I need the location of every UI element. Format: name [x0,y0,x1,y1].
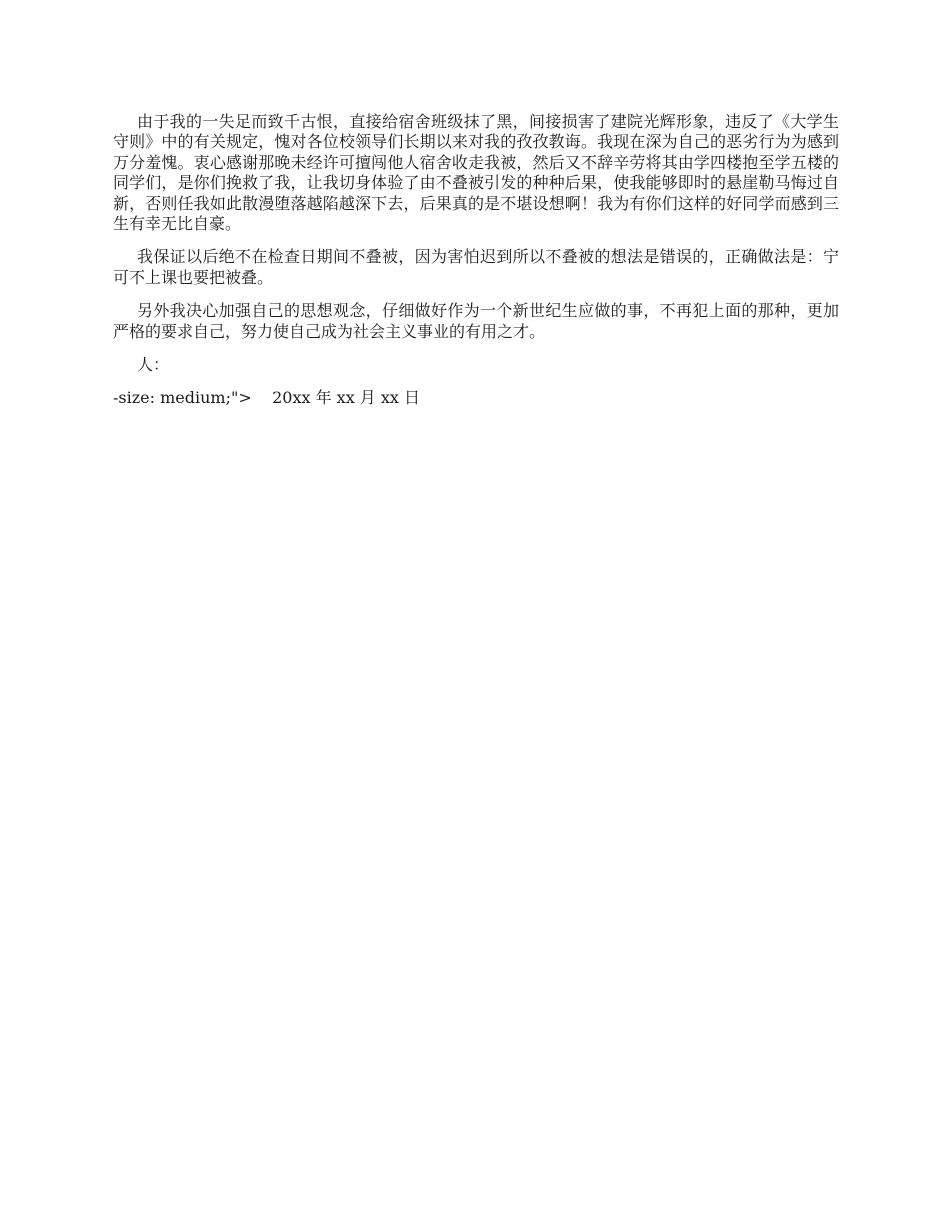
signature-label: 人： [137,355,170,375]
paragraph-resolution: 另外我决心加强自己的思想观念，仔细做好作为一个新世纪生应做的事，不再犯上面的那种，更加严格的要求自己，努力使自己成为社会主义事业的有用之才。 [113,301,839,341]
date-line-text: -size: medium;"> 20xx 年 xx 月 xx 日 [113,388,421,408]
date-line [113,388,839,408]
paragraph-promise: 我保证以后绝不在检查日期间不叠被，因为害怕迟到所以不叠被的想法是错误的，正确做法是：宁可不上课也要把被叠。 [113,247,839,287]
document-body [113,112,839,422]
paragraph-apology: 由于我的一失足而致千古恨，直接给宿舍班级抹了黑，间接损害了建院光辉形象，违反了《大学生守则》中的有关规定，愧对各位校领导们长期以来对我的孜孜教诲。我现在深为自己的恶劣行为为感到万分羞愧。衷心感谢那晚未经许可擅闯他人宿舍收走我被，然后又不辞辛劳将其由学四楼抱至学五楼的同学们，是你们挽救了我，让我切身体验了由不叠被引发的种种后果，使我能够即时的悬崖勒马悔过自新，否则任我如此散漫堕落越陷越深下去，后果真的是不堪设想啊！我为有你们这样的好同学而感到三生有幸无比自豪。 [113,112,839,234]
